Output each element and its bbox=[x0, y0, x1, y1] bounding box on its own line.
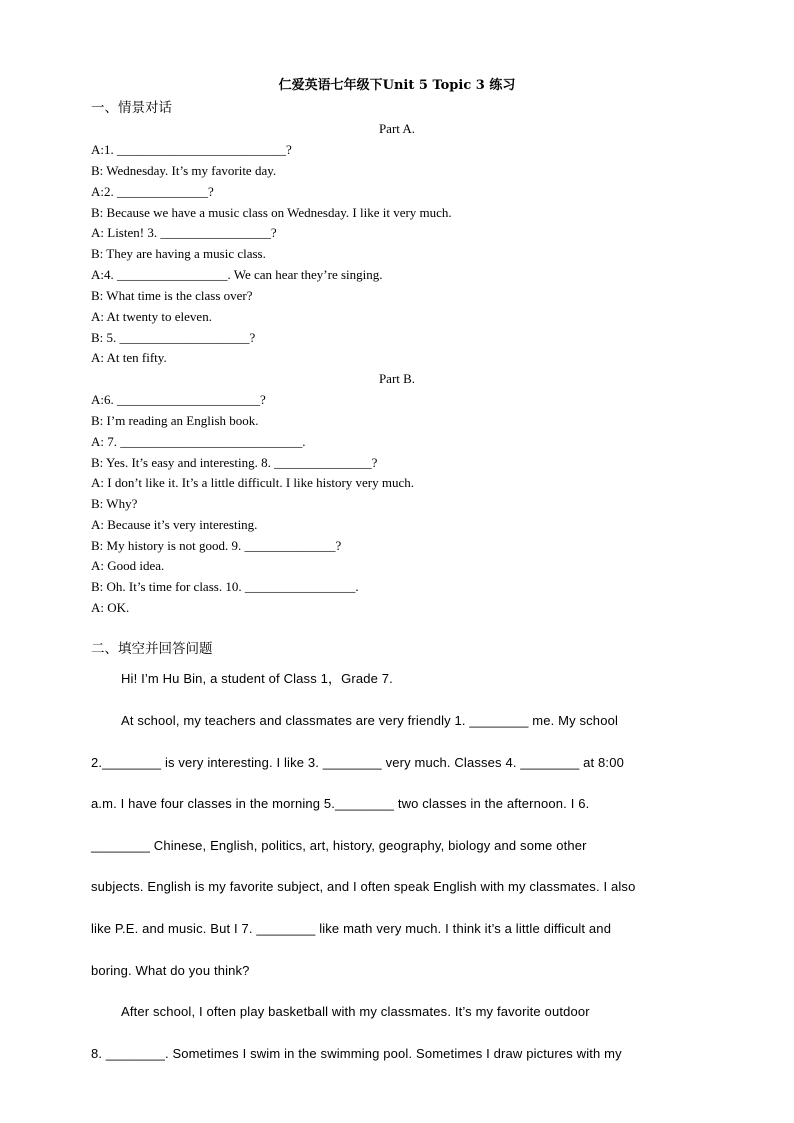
dialogue-line: A: OK. bbox=[91, 600, 130, 615]
passage-line: After school, I often play basketball with my classmates. It’s my favorite outdoor bbox=[121, 1004, 590, 1019]
passage-line: boring. What do you think? bbox=[91, 963, 250, 978]
dialogue-line: B: Yes. It’s easy and interesting. 8. _______________? bbox=[91, 455, 378, 470]
passage-line: ________ Chinese, English, politics, art, history, geography, biology and some other bbox=[91, 838, 587, 853]
passage-line: 8. ________. Sometimes I swim in the swimming pool. Sometimes I draw pictures with my bbox=[91, 1046, 622, 1061]
dialogue-line: A: Good idea. bbox=[91, 558, 165, 573]
dialogue-line: A: Listen! 3. _________________? bbox=[91, 225, 277, 240]
part-a-label: Part A. bbox=[378, 121, 416, 136]
part-b-label: Part B. bbox=[378, 371, 416, 386]
passage-line: a.m. I have four classes in the morning 5.________ two classes in the afternoon. I 6. bbox=[91, 796, 590, 811]
dialogue-line: B: What time is the class over? bbox=[91, 288, 253, 303]
dialogue-line: A: I don’t like it. It’s a little difficult. I like history very much. bbox=[91, 475, 415, 490]
dialogue-line: B: Because we have a music class on Wednesday. I like it very much. bbox=[91, 205, 452, 220]
section-heading-dialogue: 一、情景对话 bbox=[91, 100, 172, 116]
dialogue-line: B: My history is not good. 9. ______________? bbox=[91, 538, 342, 553]
dialogue-line: A:4. _________________. We can hear they’re singing. bbox=[91, 267, 383, 282]
dialogue-line: B: Wednesday. It’s my favorite day. bbox=[91, 163, 277, 178]
dialogue-line: B: Oh. It’s time for class. 10. _________________. bbox=[91, 579, 359, 594]
passage-line: Hi! I’m Hu Bin, a student of Class 1，Grade 7. bbox=[121, 671, 393, 686]
passage-line: At school, my teachers and classmates are very friendly 1. ________ me. My school bbox=[121, 713, 618, 728]
dialogue-line: A:1. __________________________? bbox=[91, 142, 292, 157]
dialogue-line: A:6. ______________________? bbox=[91, 392, 266, 407]
section-heading-fill-in: 二、填空并回答问题 bbox=[91, 641, 213, 657]
dialogue-line: A:2. ______________? bbox=[91, 184, 214, 199]
dialogue-line: B: I’m reading an English book. bbox=[91, 413, 259, 428]
dialogue-line: A: 7. ____________________________. bbox=[91, 434, 306, 449]
dialogue-line: B: Why? bbox=[91, 496, 138, 511]
passage-line: 2.________ is very interesting. I like 3. ________ very much. Classes 4. ________ at 8:00 bbox=[91, 755, 624, 770]
dialogue-line: A: At ten fifty. bbox=[91, 350, 167, 365]
dialogue-line: A: Because it’s very interesting. bbox=[91, 517, 258, 532]
dialogue-line: B: 5. ____________________? bbox=[91, 330, 256, 345]
page-title: 仁爱英语七年级下Unit 5 Topic 3 练习 bbox=[278, 78, 516, 93]
dialogue-line: B: They are having a music class. bbox=[91, 246, 266, 261]
passage-line: subjects. English is my favorite subject, and I often speak English with my classmates. I also bbox=[91, 879, 636, 894]
passage-line: like P.E. and music. But I 7. ________ like math very much. I think it’s a little difficult and bbox=[91, 921, 612, 936]
dialogue-line: A: At twenty to eleven. bbox=[91, 309, 212, 324]
